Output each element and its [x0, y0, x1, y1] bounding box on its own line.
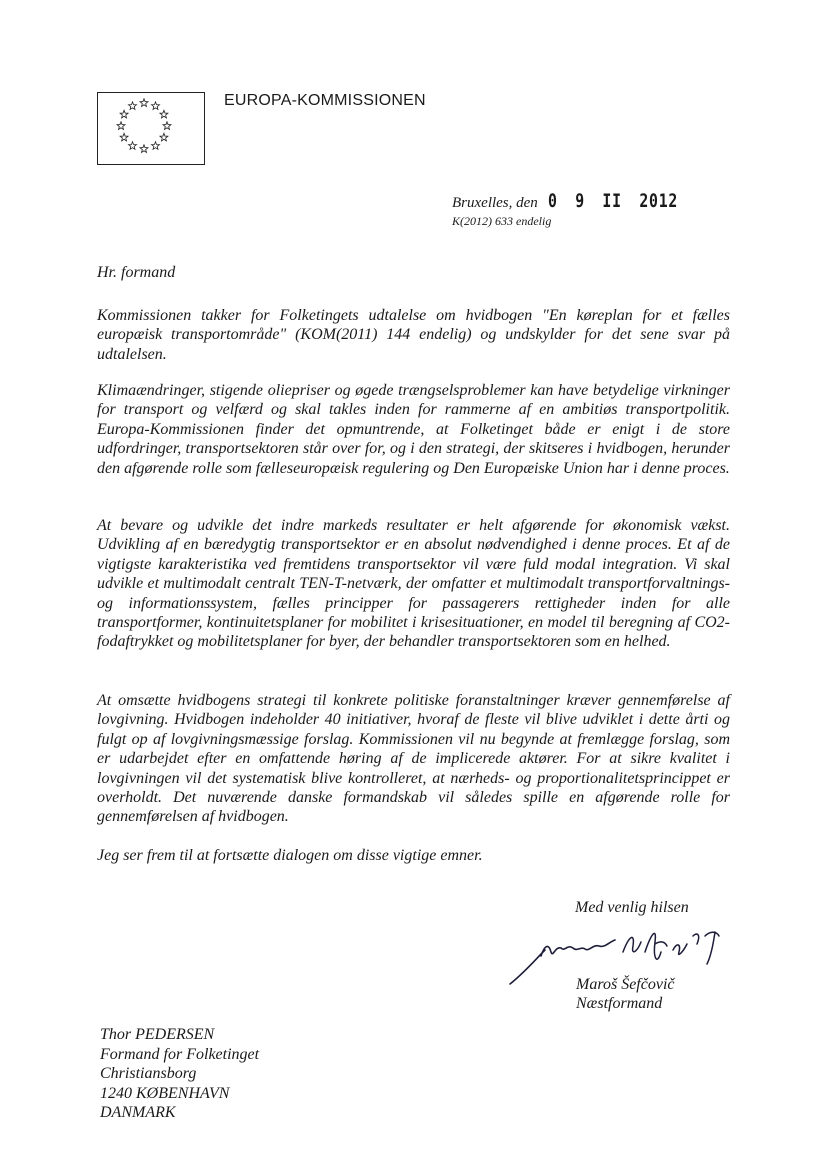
star-icon [120, 133, 128, 141]
address-line: 1240 KØBENHAVN [100, 1084, 230, 1102]
star-icon [163, 122, 171, 130]
dateline-place: Bruxelles, den [452, 195, 538, 211]
address-line: DANMARK [100, 1104, 176, 1122]
star-icon [140, 99, 148, 107]
closing: Med venlig hilsen [575, 899, 689, 916]
paragraph-4: At omsætte hvidbogens strategi til konkrete politiske foranstaltninger kræver gennemførelse af lovgivning. Hvidbogen indeholder 40 initiativer, hvoraf de fleste vil blive udviklet i dette årti og fulgt op af lovgivningsmæssige forslag. Kommissionen vil nu begynde at fremlægge forslag, som er udarbejdet efter en omfattende høring af de implicerede aktører. For at sikre kvalitet i lovgivningen vil det systematisk blive kontrolleret, at nærheds- og proportionalitetsprincippet er overholdt. Det nuværende danske formandskab vil således spille en afgørende rolle for gennemførelsen af hvidbogen. [97, 692, 730, 826]
document-reference: K(2012) 633 endelig [452, 214, 552, 228]
address-line: Thor PEDERSEN [100, 1026, 215, 1043]
star-icon [120, 110, 128, 118]
recipient-address [100, 1025, 259, 1123]
paragraph-2: Klimaændringer, stigende oliepriser og øgede trængselsproblemer kan have betydelige virkninger for transport og velfærd og skal takles inden for rammerne af en ambitiøs transportpolitik. Europa-Kommissionen finder det opmuntrende, at Folketinget både er enigt i de store udfordringer, transportsektoren står over for, og i den strategi, der skitseres i hvidbogen, herunder den afgørende rolle som fælleseuropæisk regulering og Den Europæiske Union har i denne proces. [97, 382, 730, 477]
star-icon [129, 142, 137, 150]
signer-block [576, 975, 674, 1014]
paragraph-5: Jeg ser frem til at fortsætte dialogen om disse vigtige emner. [97, 847, 483, 864]
signer-name: Maroš Šefčovič [576, 976, 675, 993]
paragraph-1: Kommissionen takker for Folketingets udtalelse om hvidbogen "En køreplan for et fælles europæisk transportområde" (KOM(2011) 144 endelig) og undskylder for det sene svar på udtalelsen. [97, 307, 730, 363]
star-icon [160, 110, 168, 118]
address-line: Christiansborg [100, 1065, 197, 1083]
dateline [452, 190, 714, 212]
star-icon [129, 102, 137, 110]
signer-title: Næstformand [576, 995, 663, 1013]
star-icon [152, 142, 160, 150]
organization-name: EUROPA-KOMMISSIONEN [224, 92, 426, 109]
star-icon [160, 133, 168, 141]
paragraph-3: At bevare og udvikle det indre markeds resultater er helt afgørende for økonomisk vækst. Udvikling af en bæredygtig transportsektor er en absolut nødvendighed i denne proces. Et af de vigtigste karakteristika ved fremtidens transportsektor vil være fuld modal integration. Vi skal udvikle et multimodalt centralt TEN-T-netværk, der omfatter et multimodalt transportforvaltnings- og informationssystem, fælles principper for passagerers rettigheder inden for alle transportformer, kontinuitetsplaner for mobilitet i krisesituationer, en model til beregning af CO2-fodaftrykket og mobilitetsplaner for byer, der behandler transportsektoren som en helhed. [97, 517, 730, 651]
star-icon [152, 102, 160, 110]
star-icon [117, 122, 125, 130]
address-line: Formand for Folketinget [100, 1045, 260, 1063]
salutation: Hr. formand [97, 264, 176, 281]
star-icon [140, 145, 148, 153]
eu-stars-icon [98, 93, 204, 164]
date-stamp: 0 9 II 2012 [547, 190, 678, 212]
eu-logo [97, 92, 205, 165]
